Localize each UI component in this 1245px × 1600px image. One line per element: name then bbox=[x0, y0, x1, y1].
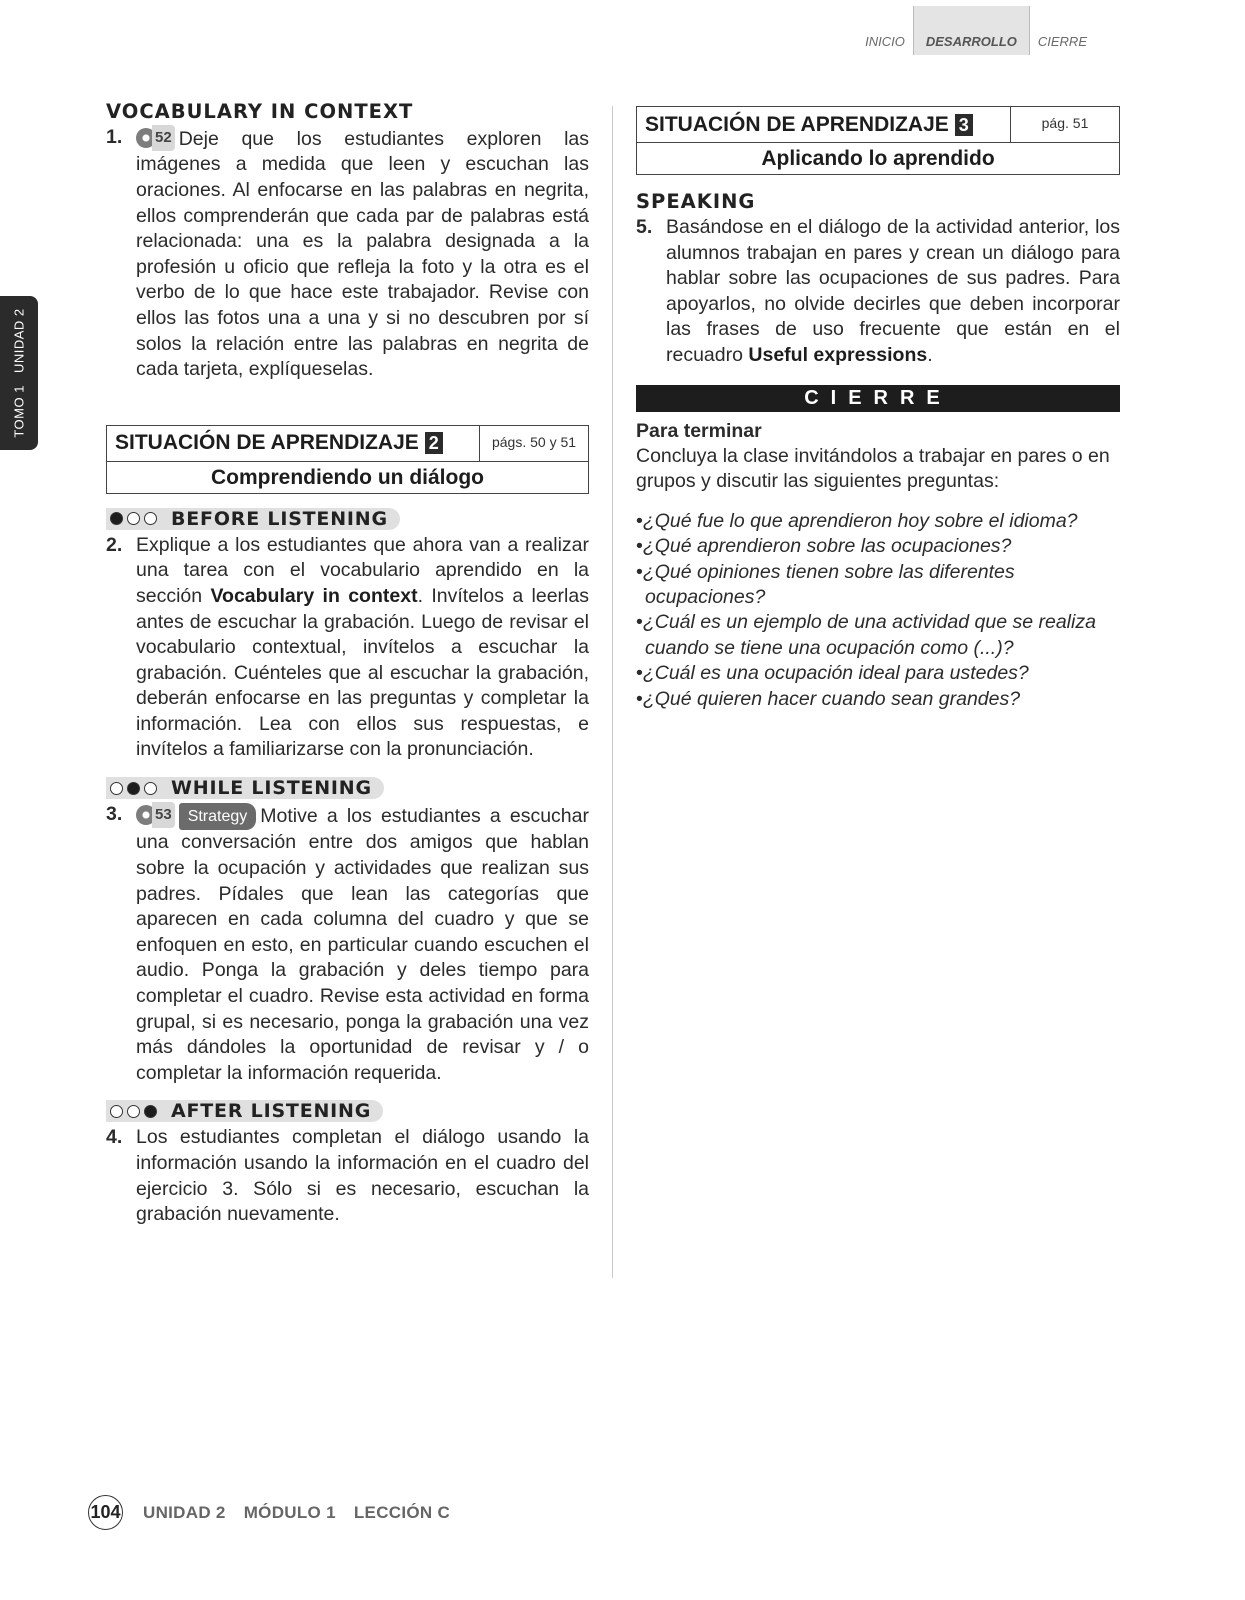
breadcrumb-modulo: MÓDULO 1 bbox=[243, 1502, 336, 1522]
nav-cierre: CIERRE bbox=[1037, 34, 1087, 49]
progress-dots-icon bbox=[110, 1105, 161, 1118]
cierre-bar: CIERRE bbox=[636, 385, 1120, 412]
item-number: 4. bbox=[106, 1126, 123, 1149]
item-4 bbox=[106, 1125, 589, 1227]
side-tab-tomo: TOMO 1 bbox=[11, 385, 27, 438]
audio-track-icon bbox=[136, 802, 175, 828]
list-item: • ¿Qué opiniones tienen sobre las diferentes ocupaciones? bbox=[636, 560, 1120, 611]
page-reference: pág. 51 bbox=[1041, 115, 1089, 131]
situacion-number-badge: 3 bbox=[955, 114, 973, 136]
breadcrumb-unidad: UNIDAD 2 bbox=[143, 1502, 226, 1522]
page-reference: págs. 50 y 51 bbox=[491, 433, 577, 450]
situacion-box-2 bbox=[106, 425, 589, 494]
side-tab bbox=[0, 296, 38, 450]
side-tab-unidad: UNIDAD 2 bbox=[11, 308, 27, 374]
list-item: • ¿Qué fue lo que aprendieron hoy sobre el idioma? bbox=[636, 509, 1120, 534]
bold-term: Useful expressions bbox=[748, 343, 928, 366]
section-nav bbox=[857, 0, 1095, 55]
after-listening-header bbox=[106, 1100, 383, 1122]
item-2 bbox=[106, 533, 589, 763]
situacion-subtitle: Comprendiendo un diálogo bbox=[211, 465, 484, 489]
item-5 bbox=[636, 215, 1120, 369]
item-3 bbox=[106, 802, 589, 1086]
breadcrumb bbox=[143, 1503, 463, 1523]
bold-term: Vocabulary in context bbox=[210, 584, 418, 607]
situacion-number-badge: 2 bbox=[425, 432, 443, 454]
track-number: 52 bbox=[152, 125, 175, 151]
situacion-title: SITUACIÓN DE APRENDIZAJE 3 bbox=[637, 107, 1011, 142]
phase-label: AFTER LISTENING bbox=[171, 1100, 372, 1123]
item-number: 2. bbox=[106, 533, 123, 556]
situacion-subtitle: Aplicando lo aprendido bbox=[761, 147, 995, 170]
right-column bbox=[636, 106, 1120, 712]
vocab-title: VOCABULARY IN CONTEXT bbox=[106, 100, 414, 123]
situacion-box-3 bbox=[636, 106, 1120, 175]
item-number: 1. bbox=[106, 126, 123, 148]
item-text: Deje que los estudiantes exploren las imágenes a medida que leen y escuchan las oraciones. Al enfocarse en las palabras en negrita, ellos comprenderán que cada par de palabras está relacionada: una es la palabra designada a la profesión u oficio que refleja la foto y la otra es el verbo de lo que hace este trabajador. Revise con ellos las fotos una a una y si no descubren por sí solos la relación entre las palabras en negrita de cada tarjeta, explíqueselas. bbox=[136, 127, 589, 381]
page-footer bbox=[88, 1495, 463, 1530]
item-number: 3. bbox=[106, 803, 123, 826]
progress-dots-icon bbox=[110, 782, 161, 795]
track-number: 53 bbox=[152, 802, 175, 828]
page-number: 104 bbox=[88, 1495, 123, 1530]
situacion-title: SITUACIÓN DE APRENDIZAJE 2 bbox=[107, 426, 480, 461]
list-item: • ¿Qué quieren hacer cuando sean grandes? bbox=[636, 687, 1120, 712]
column-divider bbox=[612, 106, 613, 1278]
item-body: Los estudiantes completan el diálogo usando la información usando la información en el cuadro del ejercicio 3. Sólo si es necesario, escuchan la grabación nuevamente. bbox=[136, 1126, 589, 1226]
progress-dots-icon bbox=[110, 512, 161, 525]
para-terminar-heading: Para terminar bbox=[636, 419, 762, 442]
question-list bbox=[636, 509, 1120, 712]
strategy-tag: Strategy bbox=[179, 803, 257, 831]
phase-label: WHILE LISTENING bbox=[171, 777, 372, 800]
while-listening-header bbox=[106, 777, 384, 799]
item-body bbox=[136, 125, 589, 383]
cierre-intro: Concluya la clase invitándolos a trabajar en pares o en grupos y discutir las siguientes preguntas: bbox=[636, 444, 1110, 493]
list-item: • ¿Qué aprendieron sobre las ocupaciones? bbox=[636, 534, 1120, 559]
item-text: Motive a los estudiantes a escuchar una conversación entre dos amigos que hablan sobre la ocupación y actividades que realizan sus padres. Pídales que lean las categorías que aparecen en cada columna del cuadro y que se enfoquen en esto, en particular cuando escuchen el audio. Ponga la grabación y deles tiempo para completar el cuadro. Revise esta actividad en forma grupal, si es necesario, ponga la grabación una vez más dándoles la oportunidad de revisar y / o completar la información requerida. bbox=[136, 804, 589, 1084]
item-1 bbox=[106, 125, 589, 383]
audio-track-icon bbox=[136, 125, 175, 151]
item-body bbox=[136, 802, 589, 1086]
nav-inicio: INICIO bbox=[865, 34, 905, 49]
left-column bbox=[106, 100, 589, 1228]
item-body: Basándose en el diálogo de la actividad anterior, los alumnos trabajan en pares y crean un diálogo para hablar sobre las ocupaciones de sus padres. Para apoyarlos, no olvide decirles que deben incorporar las frases de uso frecuente que están en el recuadro Useful expressions. bbox=[666, 216, 1120, 366]
list-item: • ¿Cuál es un ejemplo de una actividad que se realiza cuando se tiene una ocupación como (...)? bbox=[636, 610, 1120, 661]
list-item: • ¿Cuál es una ocupación ideal para ustedes? bbox=[636, 661, 1120, 686]
phase-label: BEFORE LISTENING bbox=[171, 507, 388, 530]
item-number: 5. bbox=[636, 216, 653, 238]
before-listening-header bbox=[106, 508, 400, 530]
nav-desarrollo: DESARROLLO bbox=[913, 6, 1030, 55]
breadcrumb-leccion: LECCIÓN C bbox=[353, 1502, 451, 1522]
speaking-title: SPEAKING bbox=[636, 190, 756, 213]
item-body: Explique a los estudiantes que ahora van a realizar una tarea con el vocabulario aprendido en la sección Vocabulary in context. Invítelos a leerlas antes de escuchar la grabación. Luego de revisar el vocabulario contextual, invítelos a escuchar la grabación. Cuénteles que al escuchar la grabación, deberán enfocarse en las preguntas y completar la información. Lea con ellos sus respuestas, e invítelos a familiarizarse con la pronunciación. bbox=[136, 533, 589, 761]
side-tab-text bbox=[12, 302, 27, 443]
